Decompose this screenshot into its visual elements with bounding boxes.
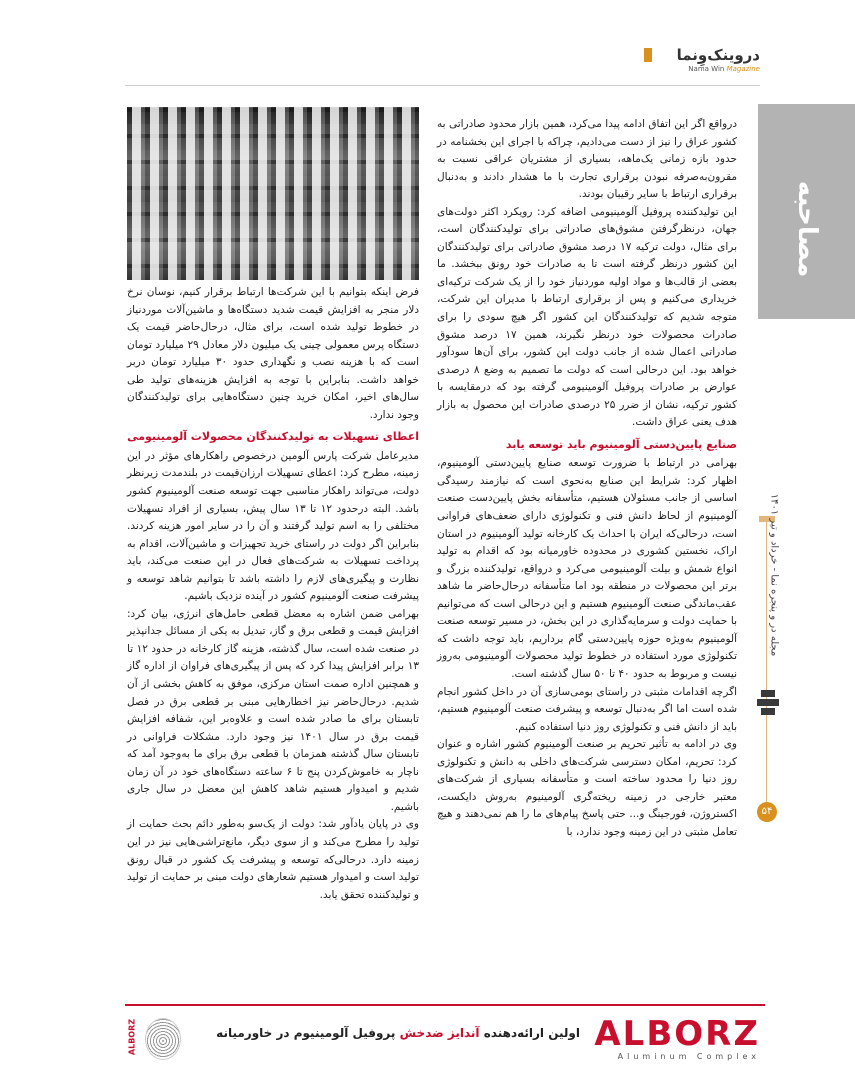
slogan-end: پروفیل آلومینیوم در خاورمیانه — [216, 1026, 396, 1040]
section-tab-label: مصاحبه — [792, 180, 822, 278]
alborz-brand-sub: Aluminum Complex — [617, 1052, 760, 1061]
stack-logo-middle — [757, 699, 779, 706]
header-divider — [125, 85, 760, 86]
article-paragraph: بهرامی در ارتباط با ضرورت توسعه صنایع پایین‌دستی آلومینیوم، اظهار کرد: شرایط این صنایع به‌نحوی است که نیازمند رسیدگی اساسی از جانب مسئولان هستیم، متأسفانه بخش پایین‌دست صنعت آلومینیوم از لحاظ دانش فنی و تکنولوژی دارای ضعف‌های فراوانی است، درحالی‌که ایران با احداث یک کارخانه تولید آلومینیوم در استان اراک، نخستین کشوری در محدوده خاورمیانه بود که اقدام به تولید انواع شمش و بیلت آلومینیومی می‌کرد و درواقع، تولیدکننده بزرگ و برتر این محصولات در منطقه بود اما متأسفانه درحال‌حاضر ما شاهد عقب‌ماندگی صنعت آلومینیوم هستیم و این درحالی است که می‌توانیم با حمایت دولت و سرمایه‌گذاری در این بخش، در مسیر توسعه صنعت آلومینیوم به‌ویژه حوزه پایین‌دستی گام برداریم، باید توجه داشت که تکنولوژی مورد استفاده در خطوط تولید محصولات آلومینیومی به‌روز نیست و مربوط به حدود ۴۰ تا ۵۰ سال گذشته است. — [437, 457, 737, 680]
logo-sub-magazine: Magazine — [726, 65, 760, 73]
stack-logo-top — [761, 690, 775, 697]
footer-divider — [125, 1004, 765, 1006]
footer-slogan — [200, 1026, 580, 1040]
logo-sub-a: Nama — [688, 65, 709, 73]
section-heading: اعطای تسهیلات به تولیدکنندگان محصولات آلومینیومی — [127, 430, 419, 444]
magazine-logo — [650, 46, 760, 82]
article-paragraph: اگرچه اقدامات مثبتی در راستای بومی‌سازی آن در داخل کشور انجام شده است اما اگر به‌دنبال توسعه و پیشرفت صنعت آلومینیوم هستیم، باید از دانش فنی و تکنولوژی روز دنیا استفاده کنیم. — [437, 685, 737, 733]
article-paragraph: فرض اینکه بتوانیم با این شرکت‌ها ارتباط برقرار کنیم، نوسان نرخ دلار منجر به افزایش قیمت شدید دستگاه‌ها و ماشین‌آلات موردنیاز در خطوط تولید شده است، برای مثال، درحال‌حاضر قیمت یک دستگاه پرس معمولی چینی یک میلیون دلار معادل ۲۹ میلیارد تومان است که با هزینه نصب و نگهداری حدود ۳۰ میلیارد تومان دربر خواهد داشت. بنابراین با توجه به افزایش هزینه‌های تولید طی سال‌های اخیر، امکان خرید چنین دستگاه‌هایی برای تولیدکنندگان وجود ندارد. — [127, 286, 419, 421]
article-paragraph: بهرامی ضمن اشاره به معضل قطعی حامل‌های انرژی، بیان کرد: افزایش قیمت و قطعی برق و گاز، تبدیل به یکی از مسائل جدانپذیر در صنعت شده است، سال گذشته، هزینه گاز کارخانه در حدود ۱۲ تا ۱۳ برابر افزایش پیدا کرد که پس از پیگیری‌های فراوان از اداره گاز و همچنین اداره صمت استان مرکزی، موفق به کاهش بخشی از آن شدیم. درحال‌حاضر نیز اخطارهایی مبنی بر قطعی برق در فصل تابستان برای ما صادر شده است و علاوه‌بر این، شفافه افزایش قیمت برق در سال ۱۴۰۱ نیز وجود دارد. مشکلات فراوانی در تابستان سال گذشته همزمان با قطعی برق برای ما به‌وجود آمد که ناچار به خاموش‌کردن پنج تا ۶ ساعته دستگاه‌های خود در آن زمان شدیم و امیدوار هستیم شاهد کاهش این معضل در سال جاری باشیم. — [127, 607, 420, 813]
logo-title: دروینک‌وِنما — [676, 46, 760, 64]
alborz-brand: ALBORZ — [594, 1014, 760, 1054]
logo-sub-b: Win — [711, 65, 725, 73]
fingerprint-icon — [145, 1018, 181, 1060]
article-paragraph: وی در پایان یادآور شد: دولت از یک‌سو به‌طور دائم بحث حمایت از تولید را مطرح می‌کند و از سوی دیگر، مانع‌تراشی‌هایی نیز در این زمینه دارد. درحالی‌که توسعه و پیشرفت یک کشور در قبال رونق تولید است و امیدوار هستیم شعارهای دولت مبنی بر حمایت از تولید و تولیدکننده تحقق یابد. — [127, 818, 419, 901]
aluminum-profiles-photo — [127, 107, 419, 280]
stack-logo-icon — [757, 690, 779, 716]
logo-subtitle — [650, 64, 760, 74]
article-paragraph: این تولیدکننده پروفیل آلومینیومی اضافه کرد: رویکرد اکثر دولت‌های جهان، درنظرگرفتن مشوق‌های صادراتی برای تولیدکنندگان است، برای مثال، دولت ترکیه ۱۷ درصد مشوق صادراتی برای تولیدکنندگان این کشور درنظر گرفته است تا به صادرات خود رونق ببخشد. ما بعضی از قالب‌ها و مواد اولیه موردنیاز خود را از یک شرکت ترکیه‌ای خریداری می‌کنیم و پس از برقراری ارتباط با مدیران این شرکت، متوجه شدیم که تولیدکنندگان این کشور اگر هیچ سودی را برای صادرات محصولات خود درنظر نگیرند، همین ۱۷ درصد مشوق صادراتی اعمال شده از جانب دولت این کشور، برای آن‌ها سودآور خواهد بود. این درحالی است که دولت ما تصمیم به وضع ۸ درصدی عوارض بر صادرات پروفیل آلومینیومی گرفته بود که درمقایسه با کشور ترکیه، نشان از ضرر ۲۵ درصدی صادرات این محصول به بازار هدف یعنی عراق داشت. — [437, 205, 738, 429]
footer-vertical-brand: ALBORZ — [127, 1018, 137, 1056]
article-paragraph: درواقع اگر این اتفاق ادامه پیدا می‌کرد، همین بازار محدود صادراتی به کشور عراق را نیز از دست می‌دادیم، چراکه با اجرای این بخشنامه در حدود بازه زمانی یک‌ماهه، بسیاری از مشتریان عراقی نسبت به مقرون‌به‌صرفه نبودن برقراری تجارت با ما هشدار دادند و به‌دنبال برقراری ارتباط با سایر رقیبان بودند. — [437, 118, 737, 201]
side-accent-rule — [766, 518, 767, 822]
issue-caption: مجله در و پنجره نما - خرداد و تیر ۱۴۰۱ — [768, 493, 780, 657]
article-column-right — [437, 116, 737, 841]
slogan-accent: آندایز ضدخش — [399, 1026, 480, 1040]
page-number: ۵۴ — [757, 802, 777, 822]
article-paragraph: وی در ادامه به تأثیر تحریم بر صنعت آلومینیوم کشور اشاره و عنوان کرد: تحریم، امکان دسترسی شرکت‌های داخلی به دانش و تکنولوژی روز دنیا را محدود ساخته است و متأسفانه بسیاری از شرکت‌های معتبر خارجی در زمینه ریخته‌گری آلومینیوم به‌روش دایکست، اکستروژن، فورجینگ و... حتی پاسخ پیام‌های ما را هم نمی‌دهند و هیچ تعامل مثبتی در این زمینه وجود ندارد، با — [437, 738, 737, 838]
logo-mark-icon — [644, 48, 652, 62]
stack-logo-bottom — [761, 708, 775, 715]
article-column-left — [127, 284, 419, 904]
alborz-logo — [585, 1016, 760, 1064]
slogan-start: اولین ارائه‌دهنده — [483, 1026, 580, 1040]
article-paragraph: مدیرعامل شرکت پارس آلومین درخصوص راهکارهای مؤثر در این زمینه، مطرح کرد: اعطای تسهیلات ارزان‌قیمت در بلندمدت زیرنظر دولت، می‌تواند راهکار مناسبی جهت توسعه صنعت آلومینیوم کشور باشد. البته درحدود ۱۲ تا ۱۳ سال پیش، بسیاری از افراد تسهیلات مختلفی را به اسم تولید گرفتند و آن را در سایر امور هزینه کردند. بنابراین اگر دولت در راستای خرید تجهیزات و ماشین‌آلات، اقدام به پرداخت تسهیلات به شرکت‌های فعال در این صنعت می‌کند، باید نظارت و پیگیری‌های لازم را داشته باشد تا بتوانیم شاهد توسعه و پیشرفت صنعت آلومینیوم کشور در آینده نزدیک باشیم. — [127, 449, 419, 603]
section-tab — [758, 104, 855, 319]
section-heading: صنایع پایین‌دستی آلومینیوم باید توسعه یابد — [505, 437, 737, 451]
